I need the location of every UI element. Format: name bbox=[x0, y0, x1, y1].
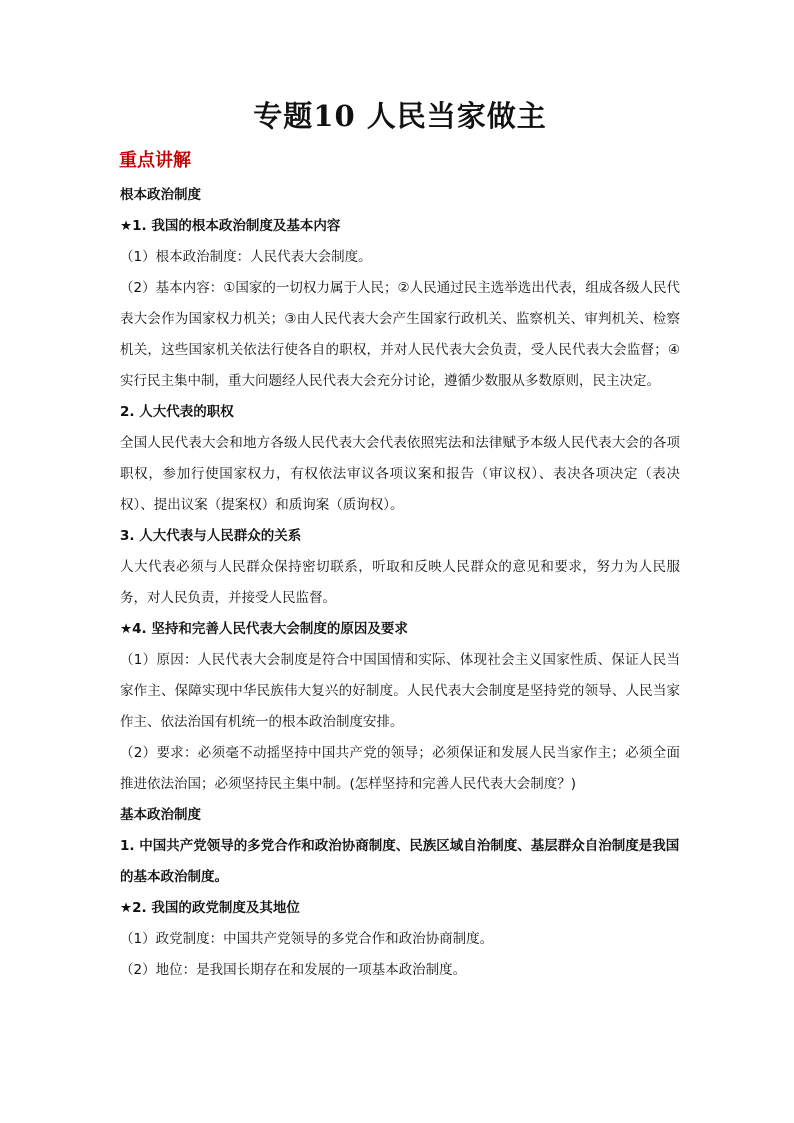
item-heading: 3. 人大代表与人民群众的关系 bbox=[120, 528, 302, 544]
document-title: 专题10 人民当家做主 bbox=[253, 99, 547, 133]
paragraph: （1）原因：人民代表大会制度是符合中国国情和实际、体现社会主义国家性质、保证人民当家作主、保障实现中华民族伟大复兴的好制度。人民代表大会制度是坚持党的领导、人民当家作主、依法治国有机统一的根本政治制度安排。 bbox=[120, 652, 680, 730]
paragraph: （2）地位：是我国长期存在和发展的一项基本政治制度。 bbox=[120, 962, 467, 978]
subsection-heading: 根本政治制度 bbox=[120, 187, 201, 203]
subsection-heading: 基本政治制度 bbox=[120, 807, 201, 823]
item-heading: ★2. 我国的政党制度及其地位 bbox=[120, 900, 300, 916]
paragraph: （1）政党制度：中国共产党领导的多党合作和政治协商制度。 bbox=[120, 931, 494, 947]
section-heading: 重点讲解 bbox=[119, 150, 191, 171]
paragraph: （2）要求：必须毫不动摇坚持中国共产党的领导；必须保证和发展人民当家作主；必须全面推进依法治国；必须坚持民主集中制。(怎样坚持和完善人民代表大会制度？) bbox=[120, 745, 680, 792]
document-body bbox=[120, 180, 680, 986]
item-heading: 1. 中国共产党领导的多党合作和政治协商制度、民族区域自治制度、基层群众自治制度是我国的基本政治制度。 bbox=[120, 838, 680, 885]
paragraph: 人大代表必须与人民群众保持密切联系，听取和反映人民群众的意见和要求，努力为人民服务，对人民负责，并接受人民监督。 bbox=[120, 559, 680, 606]
item-heading: ★4. 坚持和完善人民代表大会制度的原因及要求 bbox=[120, 621, 408, 637]
paragraph: 全国人民代表大会和地方各级人民代表大会代表依照宪法和法律赋予本级人民代表大会的各项职权，参加行使国家权力，有权依法审议各项议案和报告（审议权）、表决各项决定（表决权）、提出议案（提案权）和质询案（质询权）。 bbox=[120, 435, 680, 513]
paragraph: （2）基本内容：①国家的一切权力属于人民；②人民通过民主选举选出代表，组成各级人民代表大会作为国家权力机关；③由人民代表大会产生国家行政机关、监察机关、审判机关、检察机关，这些国家机关依法行使各自的职权，并对人民代表大会负责，受人民代表大会监督；④实行民主集中制，重大问题经人民代表大会充分讨论，遵循少数服从多数原则，民主决定。 bbox=[120, 280, 680, 389]
item-heading: 2. 人大代表的职权 bbox=[120, 404, 234, 420]
document-page bbox=[120, 96, 680, 986]
paragraph: （1）根本政治制度：人民代表大会制度。 bbox=[120, 249, 372, 265]
item-heading: ★1. 我国的根本政治制度及基本内容 bbox=[120, 218, 341, 234]
